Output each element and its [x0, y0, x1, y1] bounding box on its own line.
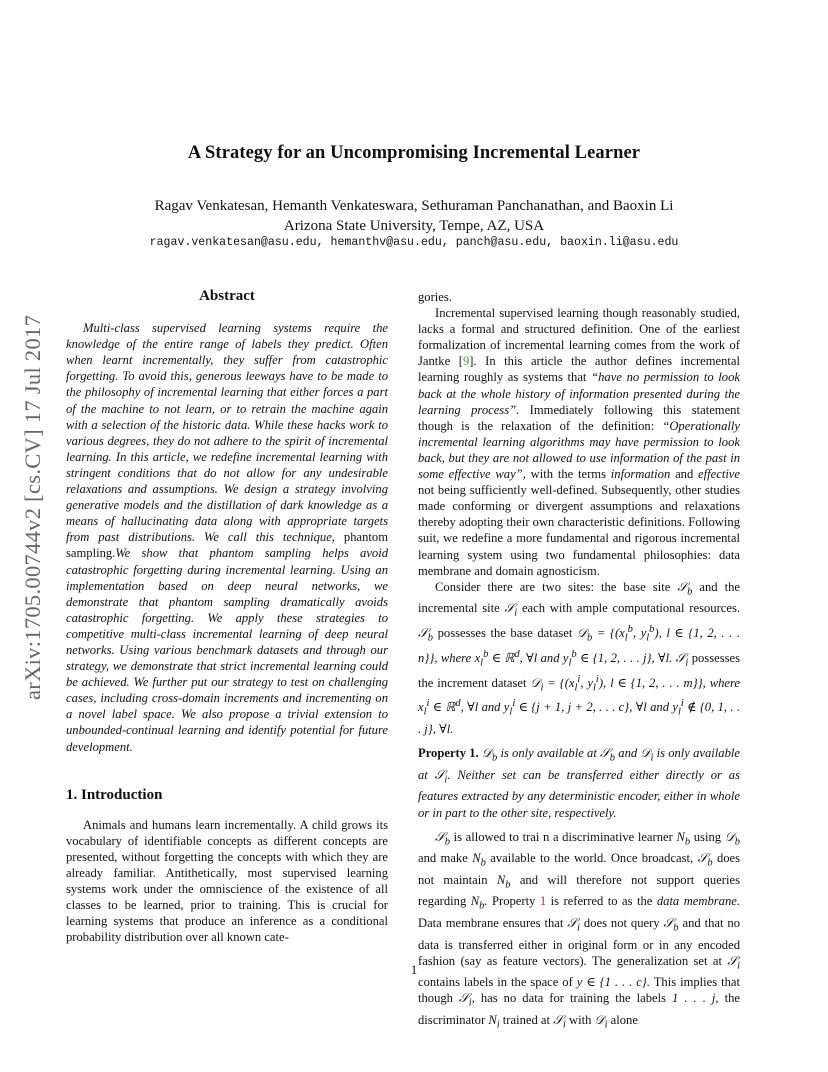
text-span: and make	[418, 851, 468, 866]
text-span: is only available at	[500, 746, 597, 761]
abstract-text-b: We show that phantom sampling helps avoid catastrophic forgetting during incremental learning. Using an implementation based on deep neural networks, we demonstrate that phantom sampling dramatically avoids catastrophic forgetting. We apply these strategies to competitive multi-class incremental learning of deep neural networks. Using various benchmark datasets and through our strategy, we demonstrate that strict incremental learning could be achieved. We further put our strategy to test on challenging cases, including cross-domain increments and incrementing on a novel label space. We also propose a trivial extension to unbounded-continual learning and identify potential for future development.	[66, 546, 388, 754]
abstract-heading: Abstract	[199, 288, 255, 304]
property-1	[418, 745, 740, 820]
math-si: 𝒮$_i$	[727, 953, 740, 972]
text-span: is only available at	[418, 746, 740, 782]
text-span: is referred to as the	[550, 894, 653, 909]
text-span: not being sufficiently well-defined. Subsequently, other studies made conforming or divergent assumptions and relaxations thereby adopting their own characteristic definitions. Following suit, we redefine a more fundamental and rigorous incremental learning system using two fundamental philosophies: data membrane and domain agnosticism.	[418, 483, 740, 578]
emph-span: information	[610, 467, 671, 482]
membrane-paragraph	[418, 829, 740, 1034]
introduction-heading: 1. Introduction	[66, 786, 163, 803]
quote-span: “Operationally incremental learning algorithms may have permission to look back, but they are not allowed to use information of the past in some effective way”,	[418, 418, 740, 482]
math-sb: 𝒮$_b$	[418, 626, 433, 644]
text-span: and the incremental site	[418, 579, 741, 616]
math-si: 𝒮$_i$	[675, 650, 689, 669]
abstract-text	[66, 320, 388, 755]
text-span: trained at	[502, 1013, 550, 1028]
math-sb: 𝒮$_b$	[663, 916, 679, 934]
emph-span: data membrane.	[656, 894, 741, 909]
math-y-range: y ∈ {1 . . . c}.	[576, 975, 650, 990]
math-sb: 𝒮$_b$	[435, 829, 450, 848]
continued-text: gories.	[418, 290, 452, 304]
math-sb: 𝒮$_b$	[697, 851, 713, 869]
text-span: possesses the increment dataset	[418, 650, 740, 690]
math-db-def: 𝒟$_b$ = {($x_l^b$, $y_l^b$), l ∈ {1, 2, . . . n}}, where $x_l^b$ ∈ ℝ$^d$, ∀l and $y_l^b$ ∈ {1, 2, . . . j}, ∀l.	[418, 623, 741, 669]
author-names: Ragav Venkatesan, Hemanth Venkateswara, Sethuraman Panchanathan, and Baoxin Li	[154, 198, 674, 214]
math-db: 𝒟$_b$	[724, 829, 740, 848]
text-span: does not query	[583, 916, 660, 931]
left-column	[66, 288, 388, 945]
math-di: 𝒟$_i$	[640, 746, 654, 764]
property-ref-link[interactable]: 1	[539, 894, 547, 909]
math-di: 𝒟$_i$	[594, 1013, 608, 1031]
math-nb: $N_b$	[472, 851, 486, 869]
math-nb: $N_b$	[676, 829, 691, 848]
text-span: , the discriminator	[418, 991, 740, 1028]
text-span: and will therefore not support queries regarding	[418, 872, 740, 909]
text-span: Immediately following this statement though is the relaxation of the definition:	[418, 402, 740, 433]
text-span: and	[675, 467, 694, 482]
math-si: 𝒮$_i$.	[434, 767, 451, 786]
right-column	[418, 289, 740, 1034]
text-span: and	[618, 746, 638, 761]
quote-span: “have no permission to look back at the whole history of information presented during the learning process”.	[418, 370, 740, 417]
page-number: 1	[410, 962, 418, 977]
text-span: alone	[610, 1013, 638, 1028]
math-sb: 𝒮$_b$	[677, 579, 693, 598]
text-span: Incremental supervised learning though reasonably studied, lacks a formal and structured definition. One of the earliest formalization of incremental learning comes from the work of Jantke [	[418, 306, 740, 369]
text-span: is allowed to trai n a discriminative learner	[453, 829, 673, 844]
text-span: each with ample computational resources.	[521, 601, 740, 616]
math-di-def: 𝒟$_i$ = {($x_l^i$, $y_l^i$), l ∈ {1, 2, . . . m}}, where $x_l^i$ ∈ ℝ$^d$, ∀l and $y_l^i$ ∈ {j + 1, j + 2, . . . c}, ∀l and $y_l^i$ ∉ {0, 1, . . . j}, ∀l.	[418, 673, 741, 737]
emph-span: effective	[698, 467, 740, 482]
text-span: ]. In this article the author defines incremental learning roughly as systems that	[418, 354, 740, 385]
text-span: with	[568, 1013, 592, 1028]
math-sb: 𝒮$_b$	[600, 746, 616, 764]
author-emails: ragav.venkatesan@asu.edu, hemanthv@asu.edu, panch@asu.edu, baoxin.li@asu.edu	[149, 236, 679, 249]
text-span: This implies that though	[418, 975, 741, 1006]
affiliation: Arizona State University, Tempe, AZ, USA	[283, 218, 545, 234]
math-nb: $N_b$	[496, 872, 511, 891]
text-span: with the terms	[530, 467, 606, 482]
intro-paragraph: Animals and humans learn incrementally. A child grows its vocabulary of identifiable concepts as different concepts are presented, without forgetting the concepts with which they are already familiar. Antithetically, most supervised learning systems work under the omniscience of the existence of all classes to be learned, prior to training. This is crucial for learning systems that produce an inference as a conditional probability distribution over all known cate-	[66, 817, 388, 945]
citation-link[interactable]: 9	[462, 354, 470, 369]
text-span: and that no data is transferred either in original form or in any encoded fashion (say as feature vectors). The generalization set at	[418, 916, 740, 968]
text-span: available to the world. Once broadcast,	[490, 851, 694, 866]
author-block	[0, 196, 828, 236]
text-span: possesses the base dataset	[437, 626, 573, 641]
math-ni: $N_i$	[488, 1013, 500, 1031]
definition-paragraph	[418, 305, 740, 579]
text-span: , has no data for training the labels	[471, 991, 667, 1006]
math-nb: $N_b$.	[470, 894, 488, 912]
text-span: Property	[492, 894, 536, 909]
phantom-sampling-term: phantom sampling.	[66, 530, 388, 561]
math-si: 𝒮$_i$	[567, 916, 580, 934]
math-si: 𝒮$_i$	[459, 991, 472, 1009]
text-span: contains labels in the space of	[418, 975, 573, 990]
text-span: Consider there are two sites: the base site	[435, 579, 671, 594]
math-label-range: 1 . . . j	[672, 991, 716, 1006]
text-span: does not maintain	[418, 851, 741, 887]
math-si: 𝒮$_i$	[504, 601, 518, 619]
arxiv-sidebar-stamp: arXiv:1705.00744v2 [cs.CV] 17 Jul 2017	[20, 314, 45, 700]
math-si: 𝒮$_i$	[553, 1013, 566, 1031]
abstract-text-a: Multi-class supervised learning systems require the knowledge of the entire range of labels they predict. Often when learnt incrementally, they suffer from catastrophic forgetting. To avoid this, generous leeways have to be made to the philosophy of incremental learning that either forces a part of the machine to not learn, or to retrain the machine again with a selection of the historic data. While these hacks work to various degrees, they do not adhere to the spirit of incremental learning. In this article, we redefine incremental learning with stringent conditions that do not allow for any undesirable relaxations and assumptions. We design a strategy involving generative models and the distillation of dark knowledge as a means of hallucinating data along with appropriate targets from past distributions. We call this technique,	[66, 321, 388, 545]
math-db: 𝒟$_b$	[481, 746, 498, 764]
paper-title: A Strategy for an Uncompromising Incremental Learner	[187, 143, 641, 163]
text-span: using	[693, 829, 722, 844]
text-span: Data membrane ensures that	[418, 916, 564, 931]
property-label: Property 1.	[418, 746, 479, 761]
text-span: Neither set can be transferred either directly or as features extracted by any deterministic encoder, either in whole or in part to the other site, respectively.	[418, 767, 740, 820]
sites-paragraph	[418, 579, 740, 738]
